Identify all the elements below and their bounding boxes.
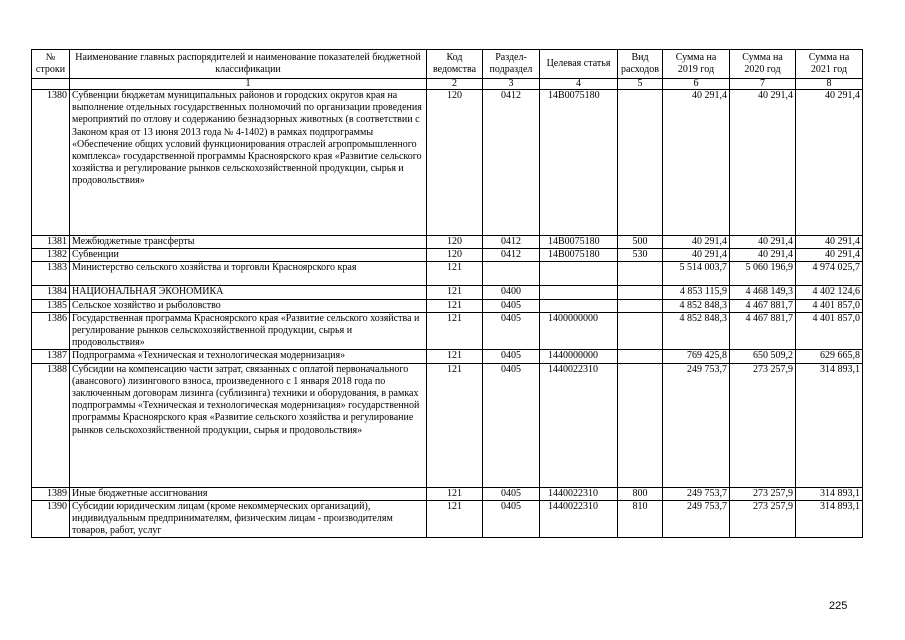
header-expense-type: Вид расходов (618, 50, 663, 79)
budget-table (31, 49, 863, 538)
header-target-article: Целевая статья (540, 50, 618, 79)
header-name: Наименование главных распорядителей и наименование показателей бюджетной классификации (70, 50, 427, 79)
column-number-row (32, 79, 863, 90)
target-article (540, 286, 618, 299)
row-number: 1385 (32, 299, 70, 312)
target-article: 14В0075180 (540, 249, 618, 262)
expense-type (618, 299, 663, 312)
header-sum-2021: Сумма на 2021 год (796, 50, 863, 79)
sum-2021: 629 665,8 (796, 350, 863, 363)
header-sum-2020: Сумма на 2020 год (730, 50, 796, 79)
section-code: 0412 (483, 236, 540, 249)
table-row (32, 312, 863, 350)
table-row (32, 249, 863, 262)
sum-2021: 314 893,1 (796, 500, 863, 538)
header-department-code: Код ведомства (427, 50, 483, 79)
sum-2021: 314 893,1 (796, 487, 863, 500)
section-code: 0405 (483, 500, 540, 538)
sum-2020: 40 291,4 (730, 236, 796, 249)
expense-type: 500 (618, 236, 663, 249)
expense-type (618, 350, 663, 363)
sum-2020: 40 291,4 (730, 249, 796, 262)
page-number: 225 (829, 600, 848, 612)
header-sum-2019: Сумма на 2019 год (663, 50, 730, 79)
row-name: Министерство сельского хозяйства и торговли Красноярского края (70, 262, 427, 286)
sum-2019: 249 753,7 (663, 363, 730, 487)
expense-type (618, 262, 663, 286)
sum-2020: 4 468 149,3 (730, 286, 796, 299)
column-number: 5 (618, 79, 663, 90)
row-name: Иные бюджетные ассигнования (70, 487, 427, 500)
sum-2020: 273 257,9 (730, 487, 796, 500)
row-name: Сельское хозяйство и рыболовство (70, 299, 427, 312)
sum-2019: 5 514 003,7 (663, 262, 730, 286)
sum-2019: 769 425,8 (663, 350, 730, 363)
department-code: 121 (427, 363, 483, 487)
department-code: 121 (427, 312, 483, 350)
row-number: 1383 (32, 262, 70, 286)
section-code: 0405 (483, 299, 540, 312)
row-name: Подпрограмма «Техническая и технологическая модернизация» (70, 350, 427, 363)
department-code: 120 (427, 90, 483, 236)
table-row (32, 286, 863, 299)
expense-type: 800 (618, 487, 663, 500)
sum-2019: 249 753,7 (663, 500, 730, 538)
target-article (540, 262, 618, 286)
sum-2020: 4 467 881,7 (730, 299, 796, 312)
sum-2021: 4 402 124,6 (796, 286, 863, 299)
header-row-number: № строки (32, 50, 70, 79)
expense-type (618, 90, 663, 236)
row-name: Субвенции (70, 249, 427, 262)
sum-2021: 4 974 025,7 (796, 262, 863, 286)
department-code: 121 (427, 299, 483, 312)
target-article: 1400000000 (540, 312, 618, 350)
department-code: 121 (427, 487, 483, 500)
sum-2020: 4 467 881,7 (730, 312, 796, 350)
sum-2020: 273 257,9 (730, 363, 796, 487)
department-code: 121 (427, 350, 483, 363)
sum-2019: 40 291,4 (663, 236, 730, 249)
table-row (32, 363, 863, 487)
sum-2021: 40 291,4 (796, 249, 863, 262)
expense-type: 530 (618, 249, 663, 262)
section-code: 0412 (483, 90, 540, 236)
section-code: 0405 (483, 487, 540, 500)
target-article: 1440022310 (540, 487, 618, 500)
sum-2019: 4 852 848,3 (663, 299, 730, 312)
sum-2021: 314 893,1 (796, 363, 863, 487)
table-row (32, 90, 863, 236)
section-code (483, 262, 540, 286)
row-number: 1389 (32, 487, 70, 500)
table-row (32, 487, 863, 500)
row-number: 1380 (32, 90, 70, 236)
row-name: Государственная программа Красноярского края «Развитие сельского хозяйства и регулирование рынков сельскохозяйственной продукции, сырья и продовольствия» (70, 312, 427, 350)
expense-type (618, 286, 663, 299)
table-row (32, 262, 863, 286)
row-number: 1382 (32, 249, 70, 262)
column-number: 8 (796, 79, 863, 90)
department-code: 121 (427, 262, 483, 286)
expense-type (618, 363, 663, 487)
sum-2021: 4 401 857,0 (796, 312, 863, 350)
department-code: 120 (427, 236, 483, 249)
column-number: 7 (730, 79, 796, 90)
row-name: Субсидии на компенсацию части затрат, связанных с оплатой первоначального (авансового) лизингового взноса, произведенного с 1 января 2018 года по заключенным договорам лизинга (сублизинга) техники и оборудования, в рамках подпрограммы «Техническая и технологическая модернизация» государственной программы Красноярского края «Развитие сельского хозяйства и регулирование рынков сельскохозяйственной продукции, сырья и продовольствия» (70, 363, 427, 487)
section-code: 0405 (483, 363, 540, 487)
target-article: 14В0075180 (540, 90, 618, 236)
expense-type: 810 (618, 500, 663, 538)
row-number: 1386 (32, 312, 70, 350)
sum-2021: 4 401 857,0 (796, 299, 863, 312)
sum-2021: 40 291,4 (796, 90, 863, 236)
expense-type (618, 312, 663, 350)
column-number: 1 (70, 79, 427, 90)
sum-2019: 4 852 848,3 (663, 312, 730, 350)
sum-2019: 249 753,7 (663, 487, 730, 500)
sum-2021: 40 291,4 (796, 236, 863, 249)
section-code: 0412 (483, 249, 540, 262)
row-name: Субсидии юридическим лицам (кроме некоммерческих организаций), индивидуальным предпринимателям, физическим лицам - производителям товаров, работ, услуг (70, 500, 427, 538)
section-code: 0405 (483, 312, 540, 350)
table-row (32, 350, 863, 363)
row-number: 1384 (32, 286, 70, 299)
column-number: 6 (663, 79, 730, 90)
sum-2019: 40 291,4 (663, 249, 730, 262)
column-number (32, 79, 70, 90)
sum-2020: 40 291,4 (730, 90, 796, 236)
department-code: 120 (427, 249, 483, 262)
target-article: 1440022310 (540, 363, 618, 487)
target-article: 1440022310 (540, 500, 618, 538)
row-number: 1388 (32, 363, 70, 487)
target-article: 14В0075180 (540, 236, 618, 249)
header-section: Раздел-подраздел (483, 50, 540, 79)
table-row (32, 299, 863, 312)
department-code: 121 (427, 500, 483, 538)
row-number: 1387 (32, 350, 70, 363)
sum-2019: 4 853 115,9 (663, 286, 730, 299)
sum-2019: 40 291,4 (663, 90, 730, 236)
table-row (32, 236, 863, 249)
column-number: 2 (427, 79, 483, 90)
target-article: 1440000000 (540, 350, 618, 363)
target-article (540, 299, 618, 312)
row-name: НАЦИОНАЛЬНАЯ ЭКОНОМИКА (70, 286, 427, 299)
table-row (32, 500, 863, 538)
header-row (32, 50, 863, 79)
department-code: 121 (427, 286, 483, 299)
row-name: Субвенции бюджетам муниципальных районов и городских округов края на выполнение отдельных государственных полномочий по организации проведения мероприятий по отлову и содержанию безнадзорных животных (в соответствии с Законом края от 13 июня 2013 года № 4-1402) в рамках подпрограммы «Обеспечение общих условий функционирования отраслей агропромышленного комплекса» государственной программы Красноярского края «Развитие сельского хозяйства и регулирование рынков сельскохозяйственной продукции, сырья и продовольствия» (70, 90, 427, 236)
column-number: 4 (540, 79, 618, 90)
row-number: 1381 (32, 236, 70, 249)
section-code: 0405 (483, 350, 540, 363)
column-number: 3 (483, 79, 540, 90)
sum-2020: 650 509,2 (730, 350, 796, 363)
sum-2020: 5 060 196,9 (730, 262, 796, 286)
sum-2020: 273 257,9 (730, 500, 796, 538)
section-code: 0400 (483, 286, 540, 299)
row-name: Межбюджетные трансферты (70, 236, 427, 249)
row-number: 1390 (32, 500, 70, 538)
